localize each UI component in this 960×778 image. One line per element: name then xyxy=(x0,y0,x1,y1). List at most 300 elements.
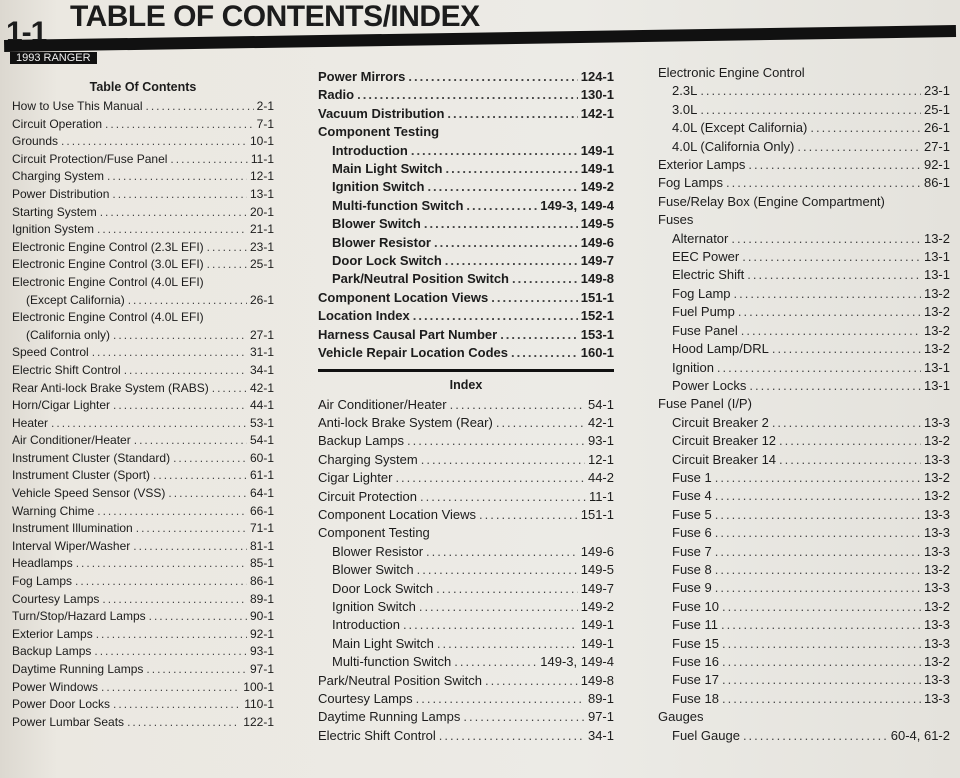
dot-leader xyxy=(779,451,921,469)
entry-label: Charging System xyxy=(318,451,418,467)
toc-entry xyxy=(12,626,274,644)
entry-page: 11-1 xyxy=(250,151,274,166)
entry-label: Electronic Engine Control (4.0L EFI) xyxy=(12,274,204,289)
dot-leader xyxy=(96,626,247,644)
toc-entry xyxy=(12,643,274,661)
entry-label: Exterior Lamps xyxy=(658,157,746,173)
toc-entry xyxy=(318,270,614,288)
entry-label: Ignition System xyxy=(12,222,95,237)
toc-entry xyxy=(12,116,274,134)
dot-leader xyxy=(149,608,247,626)
entry-page: 86-1 xyxy=(923,175,950,191)
entry-page: 12-1 xyxy=(249,169,274,184)
dot-leader xyxy=(772,414,921,432)
toc-heading: Table Of Contents xyxy=(89,80,197,94)
dot-leader xyxy=(810,119,921,137)
dot-leader xyxy=(146,98,254,116)
index-entry xyxy=(318,616,614,634)
dot-leader xyxy=(411,142,578,160)
entry-label: Fuse 11 xyxy=(672,617,719,633)
dot-leader xyxy=(772,340,921,358)
entry-label: Ignition xyxy=(672,359,714,375)
entry-label: Blower Switch xyxy=(332,562,414,578)
index-entry xyxy=(658,193,950,211)
entry-page: 23-1 xyxy=(923,83,950,99)
index-entry xyxy=(318,432,614,450)
entry-label: Component Location Views xyxy=(318,289,489,305)
entry-page: 13-2 xyxy=(923,304,950,320)
toc-entry xyxy=(318,86,614,104)
index-entry xyxy=(658,671,950,689)
entry-label: Interval Wiper/Washer xyxy=(12,538,131,553)
dot-leader xyxy=(454,653,537,671)
entry-label: 4.0L (Except California) xyxy=(672,120,808,136)
entry-label: Air Conditioner/Heater xyxy=(12,433,131,448)
entry-page: 13-3 xyxy=(923,451,950,467)
entry-page: 26-1 xyxy=(249,292,274,307)
dot-leader xyxy=(207,239,247,257)
entry-page: 34-1 xyxy=(587,727,614,743)
entry-page: 13-2 xyxy=(923,488,950,504)
index-heading: Index xyxy=(449,377,483,392)
index-entry xyxy=(318,506,614,524)
dot-leader xyxy=(97,221,247,239)
index-entry xyxy=(658,340,950,358)
entry-label: Door Lock Switch xyxy=(332,253,442,269)
entry-page: 42-1 xyxy=(249,380,274,395)
entry-page: 64-1 xyxy=(249,486,274,501)
entry-page: 13-3 xyxy=(923,617,950,633)
entry-page: 93-1 xyxy=(587,433,614,449)
dot-leader xyxy=(134,432,247,450)
entry-page: 90-1 xyxy=(249,609,274,624)
toc-entry xyxy=(318,215,614,233)
index-entry xyxy=(658,414,950,432)
dot-leader xyxy=(51,415,247,433)
entry-label: Component Location Views xyxy=(318,506,477,522)
entry-page: 110-1 xyxy=(244,697,274,712)
index-entry xyxy=(658,230,950,248)
dot-leader xyxy=(437,635,578,653)
entry-label: Main Light Switch xyxy=(332,635,434,651)
toc-entry xyxy=(12,309,274,327)
dot-leader xyxy=(212,380,247,398)
dot-leader xyxy=(742,248,921,266)
entry-label: Electronic Engine Control (4.0L EFI) xyxy=(12,310,204,325)
toc-entry xyxy=(12,221,274,239)
dot-leader xyxy=(153,467,247,485)
entry-page: 61-1 xyxy=(249,468,274,483)
dot-leader xyxy=(92,344,247,362)
index-entry xyxy=(658,727,950,745)
dot-leader xyxy=(170,151,247,169)
entry-label: Radio xyxy=(318,87,355,103)
dot-leader xyxy=(424,215,578,233)
toc-entry xyxy=(318,68,614,86)
index-entry xyxy=(658,451,950,469)
entry-label: How to Use This Manual xyxy=(12,99,143,113)
entry-label: EEC Power xyxy=(672,249,740,265)
entry-label: 4.0L (California Only) xyxy=(672,138,795,154)
entry-page: 93-1 xyxy=(249,644,274,659)
toc-entry xyxy=(12,555,274,573)
entry-label: Blower Resistor xyxy=(332,234,431,250)
toc-entry xyxy=(318,289,614,307)
dot-leader xyxy=(715,561,921,579)
entry-label: Fuse 18 xyxy=(672,690,719,706)
index-entry xyxy=(658,690,950,708)
toc-entry xyxy=(12,503,274,521)
index-entry xyxy=(318,690,614,708)
toc-entry xyxy=(12,591,274,609)
dot-leader xyxy=(436,580,578,598)
dot-leader xyxy=(500,326,578,344)
entry-page: 149-1 xyxy=(580,161,614,177)
dot-leader xyxy=(357,86,578,104)
dot-leader xyxy=(747,266,921,284)
index-entry xyxy=(658,211,950,229)
index-entry xyxy=(658,322,950,340)
index-entry xyxy=(318,653,614,671)
entry-label: Speed Control xyxy=(12,345,89,360)
dot-leader xyxy=(407,432,585,450)
dot-leader xyxy=(101,679,240,697)
index-entry xyxy=(658,579,950,597)
entry-label: Power Mirrors xyxy=(318,69,406,84)
entry-page: 149-6 xyxy=(580,234,614,250)
index-entry xyxy=(658,156,950,174)
entry-label: Power Windows xyxy=(12,679,99,694)
index-entry xyxy=(658,138,950,156)
entry-label: Fuse 10 xyxy=(672,598,719,614)
dot-leader xyxy=(722,671,921,689)
toc-entry xyxy=(318,234,614,252)
entry-label: (Except California) xyxy=(26,292,125,307)
entry-label: Circuit Operation xyxy=(12,116,103,131)
entry-label: Fog Lamp xyxy=(672,285,731,301)
entry-label: Introduction xyxy=(332,142,408,158)
entry-label: Fuse 5 xyxy=(672,506,712,522)
toc-entry xyxy=(318,344,614,362)
entry-page: 151-1 xyxy=(580,506,614,522)
index-entry xyxy=(658,543,950,561)
dot-leader xyxy=(403,616,578,634)
toc-entry xyxy=(12,380,274,398)
entry-page: 124-1 xyxy=(580,69,614,84)
entry-label: Heater xyxy=(12,415,49,430)
entry-page: 85-1 xyxy=(249,556,274,571)
dot-leader xyxy=(715,469,921,487)
entry-label: Circuit Protection/Fuse Panel xyxy=(12,151,168,166)
index-entry xyxy=(318,414,614,432)
entry-page: 60-4, 61-2 xyxy=(890,727,950,743)
dot-leader xyxy=(434,234,578,252)
entry-label: Ignition Switch xyxy=(332,179,425,195)
toc-entry xyxy=(318,160,614,178)
index-entry xyxy=(318,580,614,598)
index-entry xyxy=(658,64,950,82)
entry-page: 13-2 xyxy=(923,469,950,485)
entry-page: 149-2 xyxy=(580,598,614,614)
entry-page: 153-1 xyxy=(580,326,614,342)
toc-entry xyxy=(12,274,274,292)
index-entry xyxy=(318,451,614,469)
dot-leader xyxy=(715,487,921,505)
dot-leader xyxy=(113,397,247,415)
index-entry xyxy=(658,432,950,450)
entry-label: Fuse 6 xyxy=(672,525,712,541)
entry-label: Fuse 17 xyxy=(672,672,719,688)
entry-page: 13-1 xyxy=(923,377,950,393)
entry-page: 44-1 xyxy=(249,398,274,413)
toc-entry xyxy=(12,520,274,538)
entry-label: Cigar Lighter xyxy=(318,470,393,486)
entry-label: (California only) xyxy=(26,327,111,342)
entry-label: Power Door Locks xyxy=(12,697,111,712)
entry-label: Electronic Engine Control (2.3L EFI) xyxy=(12,239,204,254)
entry-label: Multi-function Switch xyxy=(332,654,452,670)
dot-leader xyxy=(61,133,247,151)
dot-leader xyxy=(427,178,577,196)
entry-label: Component Testing xyxy=(318,525,430,541)
dot-leader xyxy=(421,451,585,469)
dot-leader xyxy=(715,524,921,542)
entry-label: Instrument Cluster (Standard) xyxy=(12,450,171,465)
dot-leader xyxy=(128,292,247,310)
entry-label: Harness Causal Part Number xyxy=(318,326,498,342)
index-entry xyxy=(318,488,614,506)
index-entry xyxy=(658,377,950,395)
entry-page: 13-2 xyxy=(923,433,950,449)
entry-page: 142-1 xyxy=(580,105,614,121)
entry-page: 13-1 xyxy=(249,186,274,201)
entry-page: 160-1 xyxy=(580,345,614,361)
entry-label: Hood Lamp/DRL xyxy=(672,341,769,357)
dot-leader xyxy=(419,598,578,616)
entry-label: 2.3L xyxy=(672,83,698,99)
index-entry xyxy=(318,396,614,414)
entry-label: Daytime Running Lamps xyxy=(318,709,461,725)
dot-leader xyxy=(75,573,247,591)
index-entry xyxy=(658,616,950,634)
dot-leader xyxy=(97,503,247,521)
entry-page: 149-5 xyxy=(580,562,614,578)
index-entry xyxy=(658,598,950,616)
entry-page: 13-3 xyxy=(923,414,950,430)
entry-label: Power Lumbar Seats xyxy=(12,714,125,729)
toc-entry xyxy=(12,151,274,169)
dot-leader xyxy=(715,506,921,524)
entry-label: Electric Shift Control xyxy=(318,727,436,743)
toc-entry xyxy=(318,326,614,344)
entry-label: Fog Lamps xyxy=(658,175,724,191)
entry-label: Electronic Engine Control (3.0L EFI) xyxy=(12,257,204,272)
entry-page: 86-1 xyxy=(249,574,274,589)
dot-leader xyxy=(207,256,247,274)
entry-label: Blower Resistor xyxy=(332,543,424,559)
dot-leader xyxy=(417,561,578,579)
entry-page: 13-2 xyxy=(923,322,950,338)
entry-page: 152-1 xyxy=(580,308,614,324)
dot-leader xyxy=(700,82,921,100)
index-entry xyxy=(318,672,614,690)
toc-entry xyxy=(318,142,614,160)
entry-page: 54-1 xyxy=(249,433,274,448)
entry-page: 97-1 xyxy=(249,662,274,676)
toc-entry xyxy=(12,344,274,362)
toc-continued-list xyxy=(318,68,614,363)
toc-entry xyxy=(12,661,274,679)
index-entry xyxy=(658,82,950,100)
index-entry xyxy=(658,359,950,377)
entry-page: 27-1 xyxy=(249,327,274,342)
index-entry xyxy=(658,561,950,579)
entry-label: Fuse 1 xyxy=(672,469,712,485)
entry-label: Power Distribution xyxy=(12,186,110,201)
toc-entry xyxy=(12,327,274,345)
entry-label: Multi-function Switch xyxy=(332,197,464,213)
entry-label: Air Conditioner/Heater xyxy=(318,396,447,412)
dot-leader xyxy=(485,672,578,690)
entry-page: 42-1 xyxy=(587,414,614,430)
entry-label: Anti-lock Brake System (Rear) xyxy=(318,414,493,430)
dot-leader xyxy=(113,327,247,345)
index-entry xyxy=(658,395,950,413)
entry-label: Fuse 15 xyxy=(672,635,719,651)
toc-entry xyxy=(318,197,614,215)
entry-page: 149-6 xyxy=(580,543,614,559)
entry-label: Park/Neutral Position Switch xyxy=(332,271,509,287)
toc-entry xyxy=(12,362,274,380)
dot-leader xyxy=(450,396,585,414)
entry-page: 13-3 xyxy=(923,690,950,706)
entry-label: Vehicle Repair Location Codes xyxy=(318,345,508,361)
index-entry xyxy=(658,266,950,284)
right-column xyxy=(658,64,950,745)
entry-page: 122-1 xyxy=(243,714,274,729)
entry-page: 53-1 xyxy=(249,415,274,430)
toc-entry xyxy=(12,679,274,697)
entry-label: Fuel Gauge xyxy=(672,727,740,743)
toc-entry xyxy=(12,415,274,433)
entry-label: Fuse 8 xyxy=(672,561,712,577)
entry-label: Fuses xyxy=(658,212,694,228)
entry-label: Blower Switch xyxy=(332,216,421,232)
entry-page: 149-1 xyxy=(580,635,614,651)
entry-page: 149-7 xyxy=(580,253,614,269)
page-title: TABLE OF CONTENTS/INDEX xyxy=(70,0,480,33)
dot-leader xyxy=(512,270,578,288)
entry-label: Fuse 4 xyxy=(672,488,712,504)
entry-page: 13-2 xyxy=(923,561,950,577)
dot-leader xyxy=(127,714,240,732)
index-entry xyxy=(658,174,950,192)
entry-page: 92-1 xyxy=(249,626,274,641)
entry-label: Horn/Cigar Lighter xyxy=(12,398,111,413)
toc-entry xyxy=(318,105,614,123)
index-entry xyxy=(658,653,950,671)
dot-leader xyxy=(102,591,247,609)
dot-leader xyxy=(76,555,247,573)
dot-leader xyxy=(463,708,585,726)
toc-column xyxy=(12,80,274,731)
toc-entry xyxy=(12,133,274,151)
entry-page: 149-1 xyxy=(580,142,614,158)
dot-leader xyxy=(748,156,921,174)
dot-leader xyxy=(133,538,247,556)
dot-leader xyxy=(100,204,247,222)
index-list xyxy=(318,396,614,746)
entry-label: Fuse 7 xyxy=(672,543,712,559)
entry-label: Warning Chime xyxy=(12,503,95,518)
entry-page: 13-2 xyxy=(923,230,950,246)
entry-label: Fuse Panel xyxy=(672,322,738,338)
index-entry xyxy=(658,101,950,119)
section-divider xyxy=(318,369,614,372)
entry-page: 13-3 xyxy=(923,525,950,541)
dot-leader xyxy=(447,105,577,123)
index-entry xyxy=(658,469,950,487)
entry-page: 20-1 xyxy=(249,204,274,219)
entry-label: Fuse Panel (I/P) xyxy=(658,396,752,412)
dot-leader xyxy=(797,138,921,156)
entry-page: 149-5 xyxy=(580,216,614,232)
entry-label: Fuse 16 xyxy=(672,654,719,669)
model-label: 1993 RANGER xyxy=(10,52,97,64)
dot-leader xyxy=(721,616,921,634)
entry-page: 92-1 xyxy=(923,157,950,173)
entry-page: 149-8 xyxy=(580,672,614,688)
dot-leader xyxy=(136,520,247,538)
entry-page: 44-2 xyxy=(587,470,614,486)
toc-entry xyxy=(12,714,274,732)
dot-leader xyxy=(107,168,247,186)
dot-leader xyxy=(94,643,247,661)
section-number: 1-1 xyxy=(6,16,47,49)
entry-label: Circuit Breaker 12 xyxy=(672,433,777,449)
dot-leader xyxy=(738,303,921,321)
entry-label: Circuit Breaker 14 xyxy=(672,451,777,467)
index-entry xyxy=(318,469,614,487)
entry-page: 34-1 xyxy=(249,362,274,377)
entry-label: Turn/Stop/Hazard Lamps xyxy=(12,609,146,624)
entry-label: Vehicle Speed Sensor (VSS) xyxy=(12,486,166,501)
entry-page: 21-1 xyxy=(249,222,274,237)
dot-leader xyxy=(446,160,578,178)
entry-page: 13-1 xyxy=(923,267,950,283)
toc-entry xyxy=(12,168,274,186)
dot-leader xyxy=(113,696,241,714)
entry-page: 89-1 xyxy=(587,691,614,706)
middle-column xyxy=(318,68,614,745)
entry-page: 149-2 xyxy=(580,179,614,195)
dot-leader xyxy=(112,186,247,204)
entry-page: 13-3 xyxy=(923,635,950,651)
entry-label: Door Lock Switch xyxy=(332,580,434,596)
entry-page: 13-2 xyxy=(923,654,950,669)
entry-page: 25-1 xyxy=(923,101,950,117)
dot-leader xyxy=(722,635,921,653)
entry-label: Gauges xyxy=(658,709,704,725)
dot-leader xyxy=(426,543,578,561)
index-entry xyxy=(318,727,614,745)
entry-page: 13-2 xyxy=(923,285,950,301)
entry-label: Headlamps xyxy=(12,556,73,571)
entry-label: Instrument Cluster (Sport) xyxy=(12,468,151,483)
toc-entry xyxy=(318,123,614,141)
entry-page: 13-2 xyxy=(923,341,950,357)
entry-page: 25-1 xyxy=(249,257,274,272)
